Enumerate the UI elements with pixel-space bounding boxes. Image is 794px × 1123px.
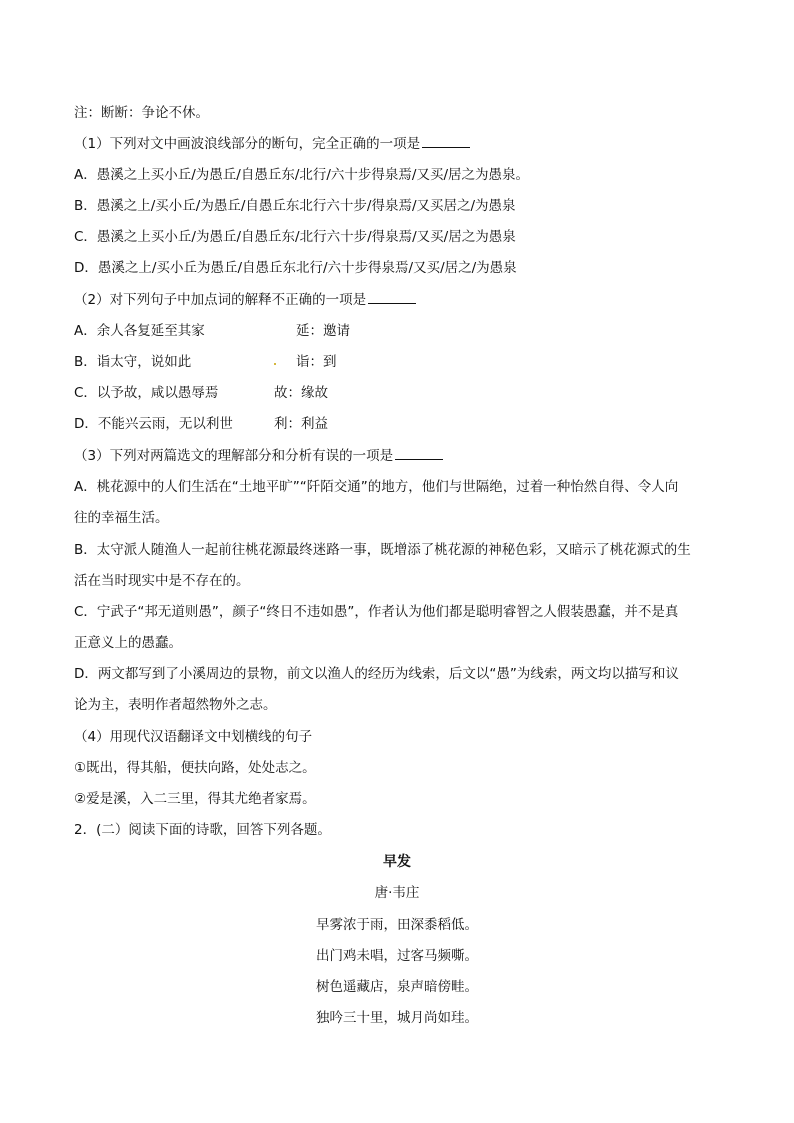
q1-option-d: D．愚溪之上/买小丘为愚丘/自愚丘东北行/六十步得泉焉/又买/居之/为愚泉: [74, 260, 517, 276]
question-4-stem: （4）用现代汉语翻译文中划横线的句子: [74, 729, 313, 745]
q2-option-b-sentence: B．诣太守，说如此: [74, 354, 192, 370]
answer-blank-2[interactable]: [368, 291, 416, 304]
question-3-stem-text: （3）下列对两篇选文的理解部分和分析有误的一项是: [74, 448, 394, 464]
answer-blank-3[interactable]: [395, 447, 443, 460]
q1-option-b: B．愚溪之上/买小丘/为愚丘/自愚丘东北行六十步/得泉焉/又买居之/为愚泉: [74, 198, 516, 214]
poem-line-2: 出门鸡未唱，过客马频嘶。: [316, 948, 478, 964]
q3-option-c-line1: C．宁武子“邦无道则愚”，颜子“终日不违如愚”，作者认为他们都是聪明睿智之人假装愚蠢，并不是真: [74, 604, 679, 620]
poem-line-4: 独吟三十里，城月尚如珪。: [316, 1010, 478, 1026]
question-1-stem: [74, 135, 754, 153]
answer-blank-1[interactable]: [422, 135, 470, 148]
note-line: 注：断断：争论不休。: [74, 105, 209, 121]
q3-option-a-line1: A．桃花源中的人们生活在“土地平旷”“阡陌交通”的地方，他们与世隔绝，过着一种怡然自得、令人向: [74, 479, 679, 495]
poem-line-1: 早雾浓于雨，田深黍稻低。: [316, 917, 478, 933]
q2-option-a-sentence: A．余人各复延至其家: [74, 323, 205, 339]
poem-title: 早发: [383, 854, 411, 870]
poem-author: 唐·韦庄: [374, 885, 420, 901]
q2-option-a-gloss: 延：邀请: [296, 323, 350, 339]
q2-option-b: [74, 353, 754, 371]
q2-option-a: [74, 322, 754, 340]
section-2-heading: 2．(二）阅读下面的诗歌，回答下列各题。: [74, 822, 331, 838]
q2-option-d-gloss: 利：利益: [274, 416, 328, 432]
q2-option-b-gloss: 诣：到: [296, 354, 337, 370]
q2-option-c-gloss: 故：缘故: [274, 385, 328, 401]
q1-option-c: C．愚溪之上买小丘/为愚丘/自愚丘东/北行六十步/得泉焉/又买/居之为愚泉: [74, 229, 516, 245]
q3-option-b-line2: 活在当时现实中是不存在的。: [74, 573, 250, 589]
emphasis-dot: [274, 363, 276, 365]
q2-option-c: [74, 384, 754, 402]
question-2-stem-text: （2）对下列句子中加点词的解释不正确的一项是: [74, 292, 367, 308]
poem-line-3: 树色遥藏店，泉声暗傍畦。: [316, 979, 478, 995]
q3-option-d-line1: D．两文都写到了小溪周边的景物，前文以渔人的经历为线索，后文以“愚”为线索，两文均以描写和议: [74, 666, 679, 682]
question-1-stem-text: （1）下列对文中画波浪线部分的断句，完全正确的一项是: [74, 136, 421, 152]
question-3-stem: [74, 447, 754, 465]
q2-option-d: [74, 415, 754, 433]
q3-option-d-line2: 论为主，表明作者超然物外之志。: [74, 697, 277, 713]
q2-option-d-sentence: D．不能兴云雨，无以利世: [74, 416, 233, 432]
q4-item-2: ②爱是溪，入二三里，得其尤绝者家焉。: [74, 791, 316, 807]
q1-option-a: A．愚溪之上买小丘/为愚丘/自愚丘东/北行/六十步得泉焉/又买/居之为愚泉。: [74, 167, 530, 183]
q4-item-1: ①既出，得其船，便扶向路，处处志之。: [74, 760, 316, 776]
question-2-stem: [74, 291, 754, 309]
q3-option-b-line1: B．太守派人随渔人一起前往桃花源最终迷路一事，既增添了桃花源的神秘色彩，又暗示了桃花源式的生: [74, 542, 691, 558]
q3-option-a-line2: 往的幸福生活。: [74, 510, 169, 526]
q2-option-c-sentence: C．以予故，咸以愚辱焉: [74, 385, 219, 401]
q3-option-c-line2: 正意义上的愚蠢。: [74, 635, 182, 651]
